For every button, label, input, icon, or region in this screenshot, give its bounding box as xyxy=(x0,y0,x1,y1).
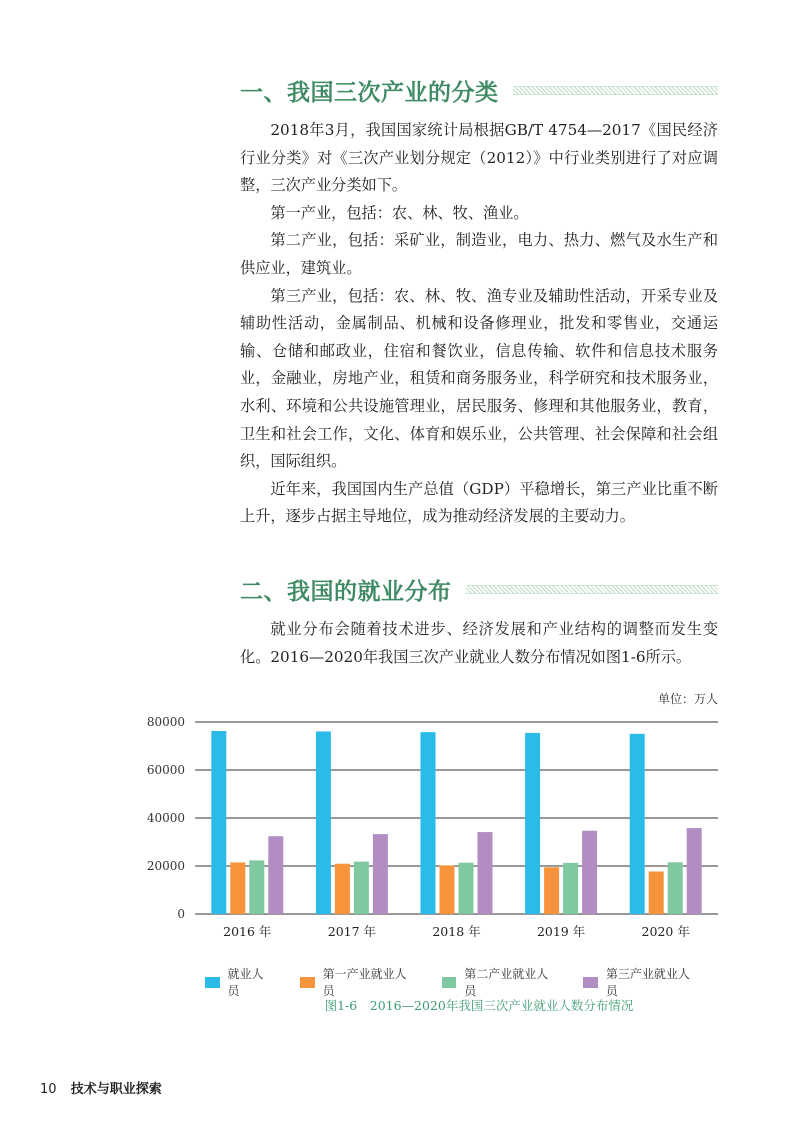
section1-body xyxy=(240,117,718,531)
legend-item xyxy=(205,965,274,999)
bar-2 xyxy=(649,871,664,914)
bar-4 xyxy=(373,834,388,914)
y-tick-label: 60000 xyxy=(146,763,185,777)
bar-4 xyxy=(268,836,283,914)
bar-2 xyxy=(544,867,559,914)
bar-3 xyxy=(249,860,264,914)
figure-caption: 图1-6 2016—2020年我国三次产业就业人数分布情况 xyxy=(324,998,634,1013)
legend-swatch xyxy=(300,977,315,988)
bar-1 xyxy=(316,731,331,914)
paragraph: 第一产业，包括：农、林、牧、渔业。 xyxy=(270,203,529,222)
legend-item xyxy=(442,965,558,999)
paragraph: 2018年3月，我国国家统计局根据GB/T 4754—2017《国民经济行业分类》对《三次产业划分规定（2012）》中行业类别进行了对应调整，三次产业分类如下。 xyxy=(240,121,718,195)
paragraph: 第二产业，包括：采矿业，制造业，电力、热力、燃气及水生产和供应业，建筑业。 xyxy=(240,231,718,277)
bar-4 xyxy=(687,828,702,914)
section2-heading xyxy=(240,573,718,606)
bar-4 xyxy=(582,831,597,914)
y-tick-label: 20000 xyxy=(146,859,185,873)
chart-unit-label: 单位：万人 xyxy=(657,692,718,706)
book-title: 技术与职业探索 xyxy=(70,1082,162,1097)
section1-title: 一、我国三次产业的分类 xyxy=(240,80,499,106)
chart-legend xyxy=(205,965,725,999)
y-tick-label: 80000 xyxy=(146,715,185,729)
bar-1 xyxy=(421,732,436,914)
paragraph: 第三产业，包括：农、林、牧、渔专业及辅助性活动，开采专业及辅助性活动，金属制品、机械和设备修理业，批发和零售业，交通运输、仓储和邮政业，住宿和餐饮业，信息传输、软件和信息技术服务业，金融业，房地产业，租赁和商务服务业，科学研究和技术服务业，水利、环境和公共设施管理业，居民服务、修理和其他服务业，教育，卫生和社会工作，文化、体育和娱乐业，公共管理、社会保障和社会组织，国际组织。 xyxy=(240,286,718,471)
bar-1 xyxy=(525,733,540,914)
employment-bar-chart xyxy=(140,706,730,951)
bar-3 xyxy=(459,863,474,914)
legend-label: 第二产业就业人员 xyxy=(464,967,549,998)
page-number: 10 xyxy=(40,1082,57,1097)
legend-label: 第三产业就业人员 xyxy=(605,967,690,998)
section2-title: 二、我国的就业分布 xyxy=(240,579,452,605)
x-tick-label: 2019 年 xyxy=(536,924,586,939)
bar-2 xyxy=(440,865,455,914)
x-tick-label: 2017 年 xyxy=(327,924,377,939)
x-tick-label: 2018 年 xyxy=(432,924,481,939)
legend-item xyxy=(300,965,416,999)
legend-label: 第一产业就业人员 xyxy=(322,967,407,998)
section2-body xyxy=(240,616,718,671)
bar-1 xyxy=(630,734,645,914)
section1-heading xyxy=(240,74,718,107)
legend-swatch xyxy=(583,977,598,988)
paragraph: 近年来，我国国内生产总值（GDP）平稳增长，第三产业比重不断上升，逐步占据主导地位，成为推动经济发展的主要动力。 xyxy=(240,479,718,526)
bar-3 xyxy=(354,862,369,914)
bar-2 xyxy=(230,862,245,914)
legend-item xyxy=(583,965,699,999)
y-tick-label: 0 xyxy=(177,907,185,921)
y-tick-label: 40000 xyxy=(146,811,185,825)
heading-decoration xyxy=(513,86,719,95)
legend-swatch xyxy=(442,977,457,988)
legend-label: 就业人员 xyxy=(227,967,264,998)
x-tick-label: 2020 年 xyxy=(641,924,690,939)
bar-3 xyxy=(668,862,683,914)
bar-2 xyxy=(335,864,350,914)
heading-decoration xyxy=(466,585,719,594)
paragraph: 就业分布会随着技术进步、经济发展和产业结构的调整而发生变化。2016—2020年我国三次产业就业人数分布情况如图1-6所示。 xyxy=(240,620,718,666)
bar-1 xyxy=(211,731,226,914)
bar-4 xyxy=(478,832,493,914)
legend-swatch xyxy=(205,977,220,988)
page-footer xyxy=(40,1078,162,1097)
bar-3 xyxy=(563,863,578,914)
x-tick-label: 2016 年 xyxy=(223,924,272,939)
